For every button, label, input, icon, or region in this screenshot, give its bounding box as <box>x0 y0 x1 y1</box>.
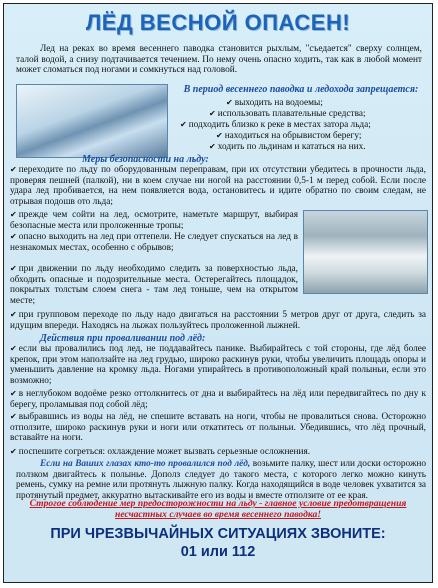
checkmark-icon: ✔ <box>216 131 223 140</box>
safety-item: ✔ переходите по льду по оборудованным переправам, при их отсутствии убедитесь в прочности льда, проверяя пешней (палкой), ни в коем случае ни ногой на расстоянии 0,5-1 м перед собой. Если после удара лед пробивается, на нем появляется вода, остановитесь и идите обратно по своим следам, не отрывая подошв ото льда; <box>10 165 426 207</box>
checkmark-icon: ✔ <box>10 264 17 273</box>
prohibited-heading: В период весеннего паводка и ледохода запрещается: <box>183 84 419 95</box>
prohibited-item: ✔ ходить по льдинам и кататься на них. <box>209 142 366 152</box>
checkmark-icon: ✔ <box>10 412 17 421</box>
checkmark-icon: ✔ <box>209 109 216 118</box>
help-text: возьмите палку, шест или доски осторожно ползком двигайтесь к полынье. Дополз следует до такого места, с которого легко можно кинуть ремень, сумку на ремне или протянуть лыжную палку. Когда находящийся в воде человек ухватится за протянутый предмет, аккуратно вытаскивайте его из воды и вместе отползите от ее края. <box>16 459 426 501</box>
prohibited-item: ✔ использовать плавательные средства; <box>209 109 366 119</box>
safety-item: ✔ опасно выходить на лед при оттепели. Не следует спускаться на лед в незнакомых местах, особенно с обрывов; <box>10 232 298 253</box>
help-paragraph <box>16 459 426 501</box>
checkmark-icon: ✔ <box>10 447 17 456</box>
checkmark-icon: ✔ <box>226 98 233 107</box>
checkmark-icon: ✔ <box>10 344 17 353</box>
safety-item: ✔ при движении по льду необходимо следить за поверхностью льда, обходить опасные и подозрительные места. Остерегайтесь площадок, покрытых толстым слоем снега - там лед тоньше, чем на открытом месте; <box>10 264 298 306</box>
fall-item: ✔ в неглубоком водоёме резко оттолкнитесь от дна и выбирайтесь на лёд или передвигайтесь по дну к берегу, проламывая под собой лёд; <box>10 389 426 410</box>
poster <box>3 3 433 583</box>
river-ice-photo <box>303 210 428 294</box>
emergency-call <box>4 525 432 561</box>
fall-item: ✔ выбравшись из воды на лёд, не спешите вставать на ноги, чтобы не провалиться снова. Осторожно отползите, широко раскинув руки и ноги или откатитесь от полыньи. Убедившись, что лёд прочный, вставайте на ноги. <box>10 412 426 444</box>
call-line-2: 01 или 112 <box>180 544 256 560</box>
poster-title: ЛЁД ВЕСНОЙ ОПАСЕН! <box>85 10 351 35</box>
checkmark-icon: ✔ <box>10 165 17 174</box>
prohibited-item: ✔ выходить на водоемы; <box>226 98 323 108</box>
intro-text: Лед на реках во время весеннего паводка становится рыхлым, "съедается" сверху солнцем, талой водой, а снизу подтачивается течением. По нему очень опасно ходить, так как в любой момент может сломаться под ногами и сомкнуться над головой. <box>16 44 422 76</box>
warning-text: Строгое соблюдение мер предосторожности на льду - главное условие предотвращения несчастных случаев во время весеннего паводка! <box>29 498 407 520</box>
prohibited-item: ✔ находиться на обрывистом берегу; <box>216 131 362 141</box>
safety-heading: Меры безопасности на льду: <box>82 154 209 165</box>
safety-item: ✔ прежде чем сойти на лед, осмотрите, наметьте маршрут, выбирая безопасные места или проложенные тропы; <box>10 210 298 231</box>
fall-item: ✔ поспешите согреться: охлаждение может вызвать серьезные осложнения. <box>10 447 311 457</box>
fall-heading: Действия при проваливании под лёд: <box>40 333 206 344</box>
checkmark-icon: ✔ <box>180 120 187 129</box>
call-line-1: ПРИ ЧРЕЗВЫЧАЙНЫХ СИТУАЦИЯХ ЗВОНИТЕ: <box>50 526 386 542</box>
checkmark-icon: ✔ <box>209 142 216 151</box>
safety-item: ✔ при групповом переходе по льду надо двигаться на расстоянии 5 метров друг от друга, следить за идущим впереди. Находясь на лыжах пользуйтесь проложенной лыжней. <box>10 310 426 331</box>
help-lead: Если на Ваших глазах кто-то провалился под лёд, <box>40 459 251 469</box>
prohibited-item: ✔ подходить близко к реке в местах затора льда; <box>180 120 371 130</box>
checkmark-icon: ✔ <box>10 389 17 398</box>
checkmark-icon: ✔ <box>10 232 17 241</box>
checkmark-icon: ✔ <box>10 210 17 219</box>
checkmark-icon: ✔ <box>10 310 17 319</box>
ice-floes-photo <box>16 84 168 158</box>
fall-item: ✔ если вы провалились под лед, не поддавайтесь панике. Выбирайтесь с той стороны, где лёд более крепок, при этом наползайте на лед грудью, широко раскинув руки, чтобы увеличить площадь опоры и уменьшить давление на кромку льда. Ногами упирайтесь в противоположный край полыньи, если это возможно; <box>10 344 426 386</box>
